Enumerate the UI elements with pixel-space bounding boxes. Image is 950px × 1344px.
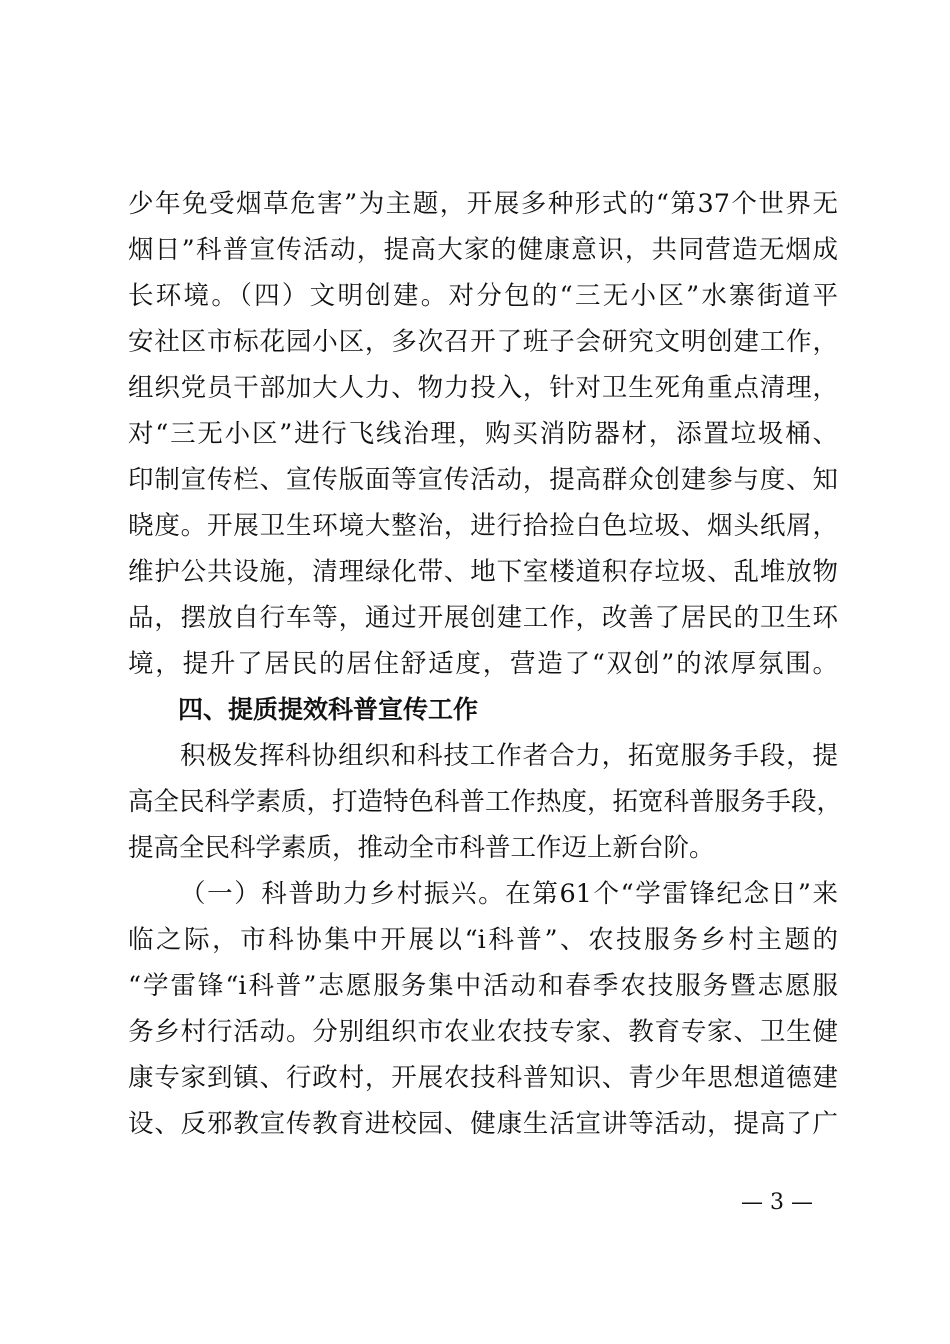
page-number: — 3 — bbox=[741, 1190, 813, 1215]
paragraph-line: 对“三无小区”进行飞线治理，购买消防器材，添置垃圾桶、 bbox=[128, 419, 838, 449]
paragraph-line: 安社区市标花园小区，多次召开了班子会研究文明创建工作， bbox=[128, 327, 838, 357]
paragraph-line: 烟日”科普宣传活动，提高大家的健康意识，共同营造无烟成 bbox=[128, 235, 838, 265]
paragraph-line: 境，提升了居民的居住舒适度，营造了“双创”的浓厚氛围。 bbox=[128, 649, 838, 679]
paragraph-line: 维护公共设施，清理绿化带、地下室楼道积存垃圾、乱堆放物 bbox=[128, 557, 838, 587]
paragraph-line: 组织党员干部加大人力、物力投入，针对卫生死角重点清理， bbox=[128, 373, 838, 403]
paragraph-line: 少年免受烟草危害”为主题，开展多种形式的“第37个世界无 bbox=[128, 189, 838, 219]
paragraph-line: 务乡村行活动。分别组织市农业农技专家、教育专家、卫生健 bbox=[128, 1017, 838, 1047]
paragraph-line: 提高全民科学素质，推动全市科普工作迈上新台阶。 bbox=[128, 833, 715, 863]
paragraph-line: 晓度。开展卫生环境大整治，进行拾捡白色垃圾、烟头纸屑， bbox=[128, 511, 838, 541]
paragraph-line: 临之际，市科协集中开展以“i科普”、农技服务乡村主题的 bbox=[128, 925, 838, 955]
section-heading: 四、提质提效科普宣传工作 bbox=[178, 695, 479, 724]
paragraph-line: （一）科普助力乡村振兴。在第61个“学雷锋纪念日”来 bbox=[180, 879, 838, 909]
paragraph-line: 康专家到镇、行政村，开展农技科普知识、青少年思想道德建 bbox=[128, 1063, 838, 1093]
paragraph-line: 品，摆放自行车等，通过开展创建工作，改善了居民的卫生环 bbox=[128, 603, 838, 633]
paragraph-line: 印制宣传栏、宣传版面等宣传活动，提高群众创建参与度、知 bbox=[128, 465, 838, 495]
paragraph-line: 积极发挥科协组织和科技工作者合力，拓宽服务手段，提 bbox=[180, 741, 838, 771]
paragraph-line: “学雷锋“i科普”志愿服务集中活动和春季农技服务暨志愿服 bbox=[128, 971, 838, 1001]
paragraph-line: 高全民科学素质，打造特色科普工作热度，拓宽科普服务手段， bbox=[128, 787, 843, 817]
paragraph-line: 长环境。（四）文明创建。对分包的“三无小区”水寨街道平 bbox=[128, 281, 838, 311]
paragraph-line: 设、反邪教宣传教育进校园、健康生活宣讲等活动，提高了广 bbox=[128, 1109, 838, 1139]
